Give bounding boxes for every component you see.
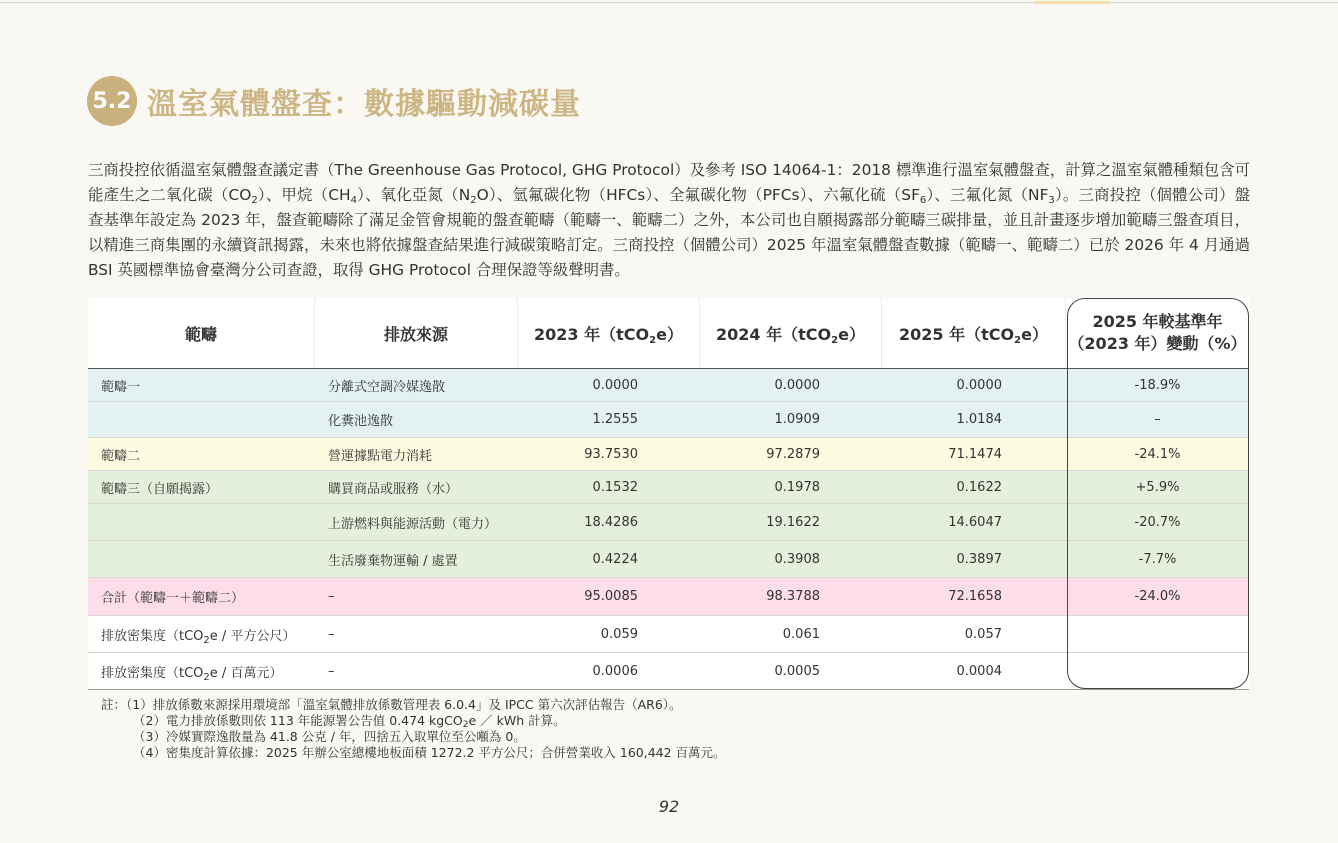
cell-2023: 0.0000	[592, 377, 638, 393]
cell-change	[1066, 616, 1249, 652]
table-row	[88, 504, 1249, 541]
cell-2024: 0.1978	[774, 479, 820, 495]
note-1: 註：（1）排放係數來源採用環境部「溫室氣體排放係數管理表 6.0.4」及 IPCC 第六次評估報告（AR6）。	[101, 697, 682, 712]
cell-2024: 98.3788	[766, 589, 820, 604]
table-row-total	[88, 578, 1249, 616]
header-2025: 2025 年（tCO$_2$e）	[882, 298, 1066, 368]
cell-source: 生活廢棄物運輸 / 處置	[328, 553, 458, 569]
cell-2024: 0.0005	[774, 663, 820, 679]
cell-2024: 0.0000	[774, 377, 820, 393]
cell-scope	[88, 402, 315, 437]
cell-change: -24.0%	[1134, 589, 1181, 604]
ghg-table	[88, 298, 1249, 690]
cell-2024: 19.1622	[766, 514, 820, 530]
cell-2024: 97.2879	[766, 446, 820, 462]
section-title: 溫室氣體盤查：數據驅動減碳量	[147, 87, 581, 122]
section-heading	[87, 76, 581, 126]
note-2: （2）電力排放係數則依 113 年能源署公告值 0.474 kgCO$_2$e ／ kWh 計算。	[133, 713, 566, 730]
cell-2025: 71.1474	[948, 446, 1002, 462]
cell-change: +5.9%	[1135, 479, 1180, 495]
cell-source: 分離式空調冷媒逸散	[328, 379, 446, 395]
header-2024: 2024 年（tCO$_2$e）	[700, 298, 882, 368]
cell-2025: 0.057	[964, 626, 1002, 642]
cell-2025: 0.1622	[956, 479, 1002, 495]
cell-change	[1066, 653, 1249, 689]
header-change: 2025 年較基準年 （2023 年）變動（%）	[1068, 312, 1247, 353]
cell-2023: 18.4286	[584, 514, 638, 530]
cell-2025: 14.6047	[948, 514, 1002, 530]
cell-source: –	[328, 626, 335, 642]
table-header-row	[88, 298, 1249, 369]
cell-2023: 1.2555	[592, 412, 638, 427]
cell-2025: 0.0004	[956, 663, 1002, 679]
cell-change: -20.7%	[1134, 514, 1181, 530]
table-notes	[101, 697, 726, 761]
cell-2024: 0.3908	[774, 551, 820, 567]
cell-scope: 排放密集度（tCO$_2$e / 百萬元）	[101, 665, 283, 683]
cell-2025: 1.0184	[956, 412, 1002, 427]
cell-source: 上游燃料與能源活動（電力）	[328, 516, 498, 532]
section-number-badge: 5.2	[87, 76, 137, 126]
cell-2023: 0.4224	[592, 551, 638, 567]
note-3: （3）冷媒實際逸散量為 41.8 公克 / 年，四捨五入取單位至公噸為 0。	[133, 729, 526, 744]
table-row	[88, 541, 1249, 578]
header-2023: 2023 年（tCO$_2$e）	[518, 298, 700, 368]
cell-2023: 0.059	[600, 626, 638, 642]
cell-scope: 範疇三（自願揭露）	[101, 481, 219, 497]
cell-source: 購買商品或服務（水）	[328, 481, 459, 497]
cell-source: –	[328, 589, 335, 604]
cell-2025: 0.0000	[956, 377, 1002, 393]
cell-change: –	[1154, 412, 1161, 427]
cell-source: 化糞池逸散	[328, 414, 394, 429]
table-row	[88, 402, 1249, 438]
intro-paragraph: 三商投控依循溫室氣體盤查議定書（The Greenhouse Gas Protocol, GHG Protocol）及參考 ISO 14064-1：2018 標準進行溫室氣體盤查，計算之溫室氣體種類包含可能產生之二氧化碳$(CO_2)$、甲烷$(CH_4)$、氧化亞氮$(N_2O)$、氫氟碳化物（HFCs）、全氟碳化物（PFCs）、六氟化硫$(SF_6)$、三氟化氮$(NF_3)$。三商投控（個體公司）盤查基準年設定為 2023 年，盤查範疇除了滿足金管會規範的盤查範疇（範疇一、範疇二）之外，本公司也自願揭露部分範疇三碳排量，並且計畫逐步增加範疇三盤查項目，以精進三商集團的永續資訊揭露，未來也將依據盤查結果進行減碳策略訂定。三商投控（個體公司）2025 年溫室氣體盤查數據（範疇一、範疇二）已於 2026 年 4 月通過 BSI 英國標準協會臺灣分公司查證，取得 GHG Protocol 合理保證等級聲明書。	[88, 161, 1250, 279]
cell-scope	[88, 504, 315, 540]
table-row	[88, 471, 1249, 504]
cell-2024: 1.0909	[774, 412, 820, 427]
table-row	[88, 369, 1249, 402]
cell-2025: 72.1658	[948, 589, 1002, 604]
cell-scope: 範疇二	[101, 448, 141, 464]
cell-2023: 0.1532	[592, 479, 638, 495]
cell-change: -7.7%	[1138, 551, 1177, 567]
top-rule	[0, 2, 1338, 3]
cell-2023: 95.0085	[584, 589, 638, 604]
cell-2023: 93.7530	[584, 446, 638, 462]
cell-change: -24.1%	[1134, 446, 1181, 462]
cell-change: -18.9%	[1134, 377, 1181, 393]
header-source: 排放來源	[315, 298, 518, 368]
cell-scope: 合計（範疇一＋範疇二）	[101, 591, 245, 606]
header-scope: 範疇	[88, 298, 315, 368]
cell-2025: 0.3897	[956, 551, 1002, 567]
cell-2024: 0.061	[782, 626, 820, 642]
table-row	[88, 653, 1249, 690]
cell-scope: 排放密集度（tCO$_2$e / 平方公尺）	[101, 628, 296, 646]
table-row	[88, 438, 1249, 471]
cell-2023: 0.0006	[592, 663, 638, 679]
cell-scope: 範疇一	[101, 379, 141, 395]
cell-scope	[88, 541, 315, 577]
cell-source: –	[328, 663, 335, 679]
table-row	[88, 616, 1249, 653]
cell-source: 營運據點電力消耗	[328, 448, 433, 464]
top-accent-bar	[1035, 1, 1110, 4]
page-number: 92	[658, 797, 680, 816]
note-4: （4）密集度計算依據：2025 年辦公室總樓地板面積 1272.2 平方公尺；合併營業收入 160,442 百萬元。	[133, 745, 726, 760]
